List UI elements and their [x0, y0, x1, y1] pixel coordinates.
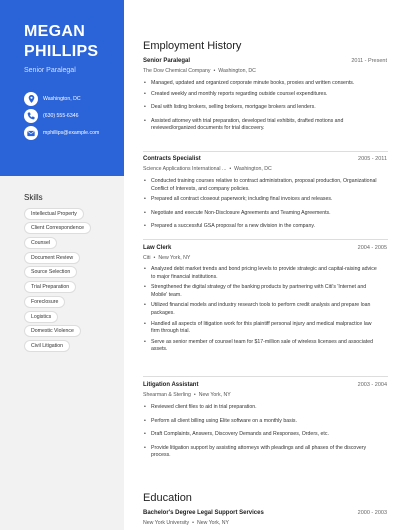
job-bullet: • Analyzed debt market trends and bond pricing levels to provide strategic and capital-raising advice to major financial institutions.	[143, 266, 381, 281]
job-bullet: • Negotiate and execute Non-Disclosure Agreements and Teaming Agreements.	[143, 210, 381, 218]
section-divider	[143, 376, 388, 377]
contact-email	[24, 126, 117, 140]
job-company: Citi	[143, 255, 151, 261]
job-org	[143, 166, 272, 172]
contact-phone	[24, 109, 117, 123]
job-bullet: • Utilized financial models and industry research tools to perform credit analysis and prepare loan packages.	[143, 302, 381, 317]
email-text[interactable]: mphillips@example.com	[43, 129, 100, 136]
candidate-title: Senior Paralegal	[24, 67, 76, 74]
name-first: MEGAN	[24, 23, 86, 40]
job-dates: 2011 - Present	[351, 58, 387, 64]
job-dates: 2003 - 2004	[357, 382, 387, 388]
job-bullets	[143, 80, 381, 133]
location-text: Washington, DC	[43, 95, 81, 102]
job-bullets	[143, 404, 381, 460]
name-last: PHILLIPS	[24, 43, 99, 60]
separator-dot: •	[192, 520, 194, 526]
separator-dot: •	[229, 166, 232, 172]
job-location: Washington, DC	[218, 68, 256, 74]
separator-dot: •	[213, 68, 216, 74]
job-bullet: • Assisted attorney with trial preparation, developed trial exhibits, drafted motions and reviewed/organized documents for trial discovery.	[143, 118, 381, 133]
email-icon	[24, 126, 38, 140]
job-bullet: • Provide litigation support by assisting attorneys with pleadings and all phases of the discovery process.	[143, 445, 381, 460]
section-divider	[143, 239, 388, 240]
skill-chip: Document Review	[24, 252, 80, 264]
job-org	[143, 392, 231, 398]
school-name: New York University	[143, 520, 190, 526]
job-dates: 2004 - 2005	[357, 245, 387, 251]
job-dates: 2005 - 2011	[358, 156, 387, 162]
phone-icon	[24, 109, 38, 123]
job-bullet: • Deal with listing brokers, selling brokers, mortgage brokers and lenders.	[143, 104, 381, 112]
job-org	[143, 255, 190, 261]
skills-heading: Skills	[24, 193, 43, 202]
job-bullet: • Managed, updated and organized corporate minute books, proxies and written consents.	[143, 80, 381, 88]
job-title: Senior Paralegal	[143, 58, 191, 64]
job-company: Shearman & Sterling	[143, 392, 191, 398]
phone-text: (630) 555-6346	[43, 112, 79, 119]
job-bullet: • Prepared a successful GSA proposal for a new division in the company.	[143, 223, 381, 231]
job-location: Washington, DC	[234, 166, 272, 172]
skill-chip: Intellectual Property	[24, 208, 84, 220]
job-title: Contracts Specialist	[143, 156, 201, 162]
section-divider	[143, 151, 388, 152]
job-company: The Dow Chemical Company	[143, 68, 211, 74]
job-bullet: • Perform all client billing using Elite software on a monthly basis.	[143, 418, 381, 426]
school-location: New York, NY	[196, 520, 229, 526]
job-title: Law Clerk	[143, 245, 172, 251]
location-pin-icon	[24, 92, 38, 106]
education-heading: Education	[143, 492, 192, 504]
employment-heading: Employment History	[143, 40, 242, 52]
skill-chip: Civil Litigation	[24, 340, 70, 352]
skill-chip: Trial Preparation	[24, 281, 76, 293]
job-org	[143, 68, 256, 74]
skill-chip: Logistics	[24, 311, 58, 323]
job-bullet: • Strengthened the digital strategy of the banking products by partnering with Citi's 'Internet and Mobile' team.	[143, 284, 381, 299]
separator-dot: •	[193, 392, 196, 398]
job-bullet: • Conducted training courses relative to contract administration, proposal production, Organizational Conflict of Interests, and company policies.	[143, 178, 381, 193]
job-bullet: • Created weekly and monthly reports regarding outside counsel expenditures.	[143, 91, 381, 99]
skill-chip: Client Correspondence	[24, 222, 91, 234]
job-bullet: • Prepared all contract closeout paperwork; including final invoices and releases.	[143, 196, 381, 204]
job-bullets	[143, 266, 381, 354]
job-location: New York, NY	[198, 392, 231, 398]
skill-chip: Foreclosure	[24, 296, 65, 308]
education-dates: 2000 - 2003	[357, 510, 387, 516]
job-company: Science Applications International ...	[143, 166, 227, 172]
job-bullet: • Handled all aspects of litigation work for this plaintiff personal injury and medical malpractice law firm through trial.	[143, 321, 381, 336]
skill-chip: Source Selection	[24, 266, 77, 278]
skill-chip: Domestic Violence	[24, 325, 81, 337]
candidate-name	[24, 22, 120, 62]
separator-dot: •	[153, 255, 156, 261]
job-bullet: • Reviewed client files to aid in trial preparation.	[143, 404, 381, 412]
education-org	[143, 520, 229, 526]
job-bullets	[143, 178, 381, 231]
contact-location	[24, 92, 117, 106]
degree-title: Bachelor's Degree Legal Support Services	[143, 510, 264, 516]
job-location: New York, NY	[158, 255, 191, 261]
skill-chip: Counsel	[24, 237, 57, 249]
job-bullet: • Draft Complaints, Answers, Discovery Demands and Responses, Orders, etc.	[143, 431, 381, 439]
job-title: Litigation Assistant	[143, 382, 199, 388]
job-bullet: • Serve as senior member of counsel team for $17-million sale of wireless licenses and associated assets.	[143, 339, 381, 354]
